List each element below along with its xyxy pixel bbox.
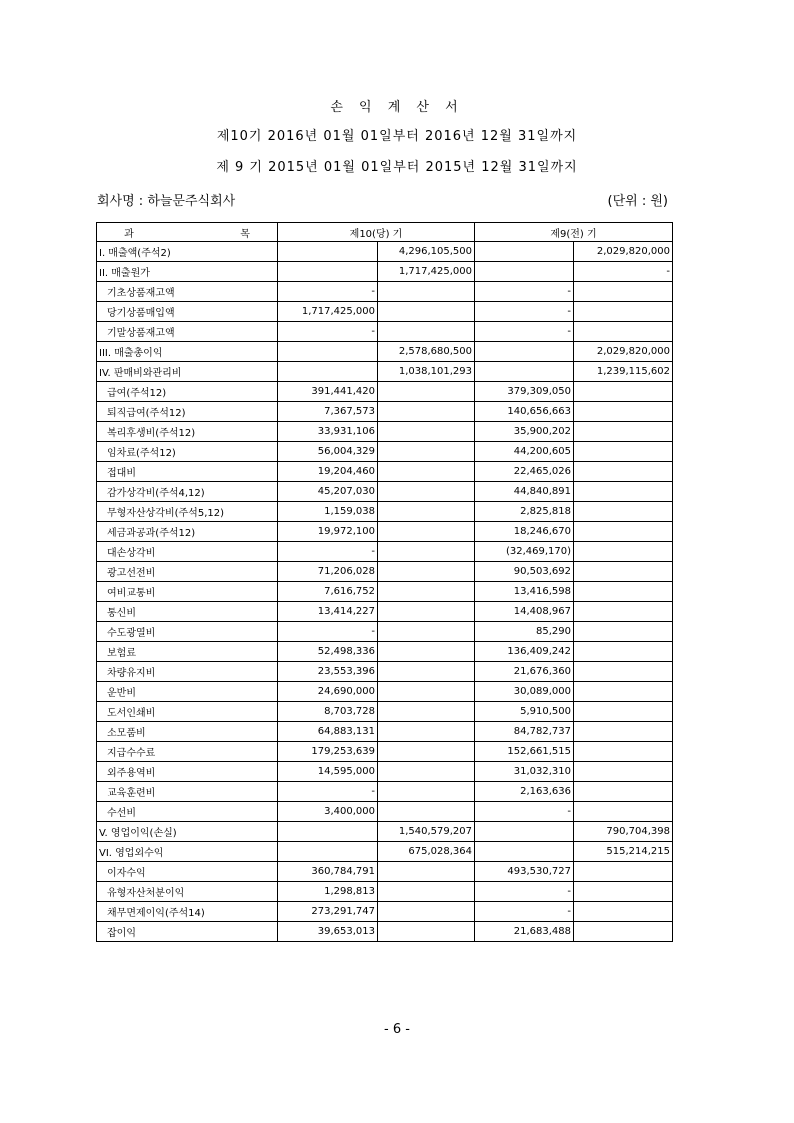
prior-detail-amount: -: [475, 322, 574, 342]
table-row: [97, 262, 673, 282]
prior-total-amount: [574, 602, 673, 622]
current-total-amount: [378, 862, 475, 882]
current-detail-amount: 56,004,329: [278, 442, 378, 462]
current-total-amount: 675,028,364: [378, 842, 475, 862]
current-total-amount: [378, 582, 475, 602]
current-detail-amount: -: [278, 542, 378, 562]
table-row: [97, 482, 673, 502]
prior-detail-amount: 152,661,515: [475, 742, 574, 762]
current-detail-amount: 14,595,000: [278, 762, 378, 782]
table-row: [97, 802, 673, 822]
current-detail-amount: -: [278, 322, 378, 342]
prior-detail-amount: 136,409,242: [475, 642, 574, 662]
current-detail-amount: [278, 822, 378, 842]
prior-detail-amount: [475, 842, 574, 862]
row-label: 세금과공과(주석12): [97, 522, 278, 542]
row-label: 운반비: [97, 682, 278, 702]
prior-total-amount: [574, 622, 673, 642]
header-prior: 제9(전) 기: [475, 223, 673, 242]
prior-total-amount: [574, 422, 673, 442]
table-row: [97, 302, 673, 322]
current-detail-amount: -: [278, 622, 378, 642]
table-row: [97, 382, 673, 402]
statement-title: 손 익 계 산 서: [330, 100, 464, 115]
row-label: 잡이익: [97, 922, 278, 942]
row-label: II. 매출원가: [97, 262, 278, 282]
current-detail-amount: 39,653,013: [278, 922, 378, 942]
prior-total-amount: [574, 582, 673, 602]
row-label: I. 매출액(주석2): [97, 242, 278, 262]
prior-total-amount: 2,029,820,000: [574, 342, 673, 362]
table-row: [97, 742, 673, 762]
current-total-amount: [378, 882, 475, 902]
prior-detail-amount: [475, 362, 574, 382]
row-label: 수도광열비: [97, 622, 278, 642]
current-detail-amount: 24,690,000: [278, 682, 378, 702]
prior-detail-amount: -: [475, 882, 574, 902]
current-detail-amount: 7,367,573: [278, 402, 378, 422]
prior-detail-amount: -: [475, 802, 574, 822]
prior-total-amount: [574, 502, 673, 522]
table-row: [97, 282, 673, 302]
prior-detail-amount: -: [475, 302, 574, 322]
row-label: 이자수익: [97, 862, 278, 882]
table-row: [97, 362, 673, 382]
prior-total-amount: [574, 662, 673, 682]
row-label: 광고선전비: [97, 562, 278, 582]
prior-detail-amount: -: [475, 282, 574, 302]
current-detail-amount: 391,441,420: [278, 382, 378, 402]
prior-total-amount: [574, 922, 673, 942]
current-total-amount: [378, 422, 475, 442]
current-detail-amount: 8,703,728: [278, 702, 378, 722]
current-detail-amount: [278, 242, 378, 262]
row-label: 급여(주석12): [97, 382, 278, 402]
row-label: IV. 판매비와관리비: [97, 362, 278, 382]
prior-detail-amount: [475, 262, 574, 282]
current-detail-amount: 52,498,336: [278, 642, 378, 662]
prior-total-amount: [574, 862, 673, 882]
current-total-amount: 1,038,101,293: [378, 362, 475, 382]
row-label: V. 영업이익(손실): [97, 822, 278, 842]
prior-total-amount: [574, 322, 673, 342]
table-row: [97, 922, 673, 942]
header-subject-b: 목: [240, 228, 250, 240]
table-row: [97, 822, 673, 842]
row-label: 퇴직급여(주석12): [97, 402, 278, 422]
prior-total-amount: [574, 902, 673, 922]
prior-total-amount: 515,214,215: [574, 842, 673, 862]
table-row: [97, 402, 673, 422]
prior-total-amount: -: [574, 262, 673, 282]
table-row: [97, 662, 673, 682]
table-row: [97, 842, 673, 862]
current-detail-amount: 3,400,000: [278, 802, 378, 822]
prior-detail-amount: -: [475, 902, 574, 922]
prior-detail-amount: [475, 342, 574, 362]
prior-detail-amount: 85,290: [475, 622, 574, 642]
row-label: III. 매출총이익: [97, 342, 278, 362]
row-label: 복리후생비(주석12): [97, 422, 278, 442]
row-label: 무형자산상각비(주석5,12): [97, 502, 278, 522]
prior-total-amount: [574, 282, 673, 302]
prior-total-amount: [574, 542, 673, 562]
current-total-amount: 1,540,579,207: [378, 822, 475, 842]
prior-total-amount: [574, 882, 673, 902]
row-label: 차량유지비: [97, 662, 278, 682]
row-label: 기초상품재고액: [97, 282, 278, 302]
current-total-amount: [378, 562, 475, 582]
prior-detail-amount: 21,683,488: [475, 922, 574, 942]
prior-detail-amount: 2,163,636: [475, 782, 574, 802]
table-row: [97, 642, 673, 662]
current-total-amount: [378, 782, 475, 802]
prior-detail-amount: 379,309,050: [475, 382, 574, 402]
row-label: 수선비: [97, 802, 278, 822]
current-total-amount: [378, 802, 475, 822]
prior-detail-amount: 30,089,000: [475, 682, 574, 702]
current-detail-amount: 23,553,396: [278, 662, 378, 682]
current-total-amount: [378, 762, 475, 782]
current-detail-amount: 33,931,106: [278, 422, 378, 442]
period-prior: 제 9 기 2015년 01월 01일부터 2015년 12월 31일까지: [216, 160, 578, 175]
current-total-amount: [378, 402, 475, 422]
row-label: 통신비: [97, 602, 278, 622]
table-row: [97, 322, 673, 342]
row-label: 여비교통비: [97, 582, 278, 602]
table-row: [97, 462, 673, 482]
current-total-amount: [378, 322, 475, 342]
row-label: 채무면제이익(주석14): [97, 902, 278, 922]
prior-detail-amount: 140,656,663: [475, 402, 574, 422]
current-total-amount: [378, 502, 475, 522]
current-total-amount: [378, 702, 475, 722]
row-label: 보험료: [97, 642, 278, 662]
current-total-amount: [378, 742, 475, 762]
row-label: 기말상품재고액: [97, 322, 278, 342]
table-row: [97, 502, 673, 522]
table-row: [97, 762, 673, 782]
current-total-amount: [378, 542, 475, 562]
prior-total-amount: [574, 762, 673, 782]
row-label: 대손상각비: [97, 542, 278, 562]
current-total-amount: [378, 462, 475, 482]
current-detail-amount: 19,204,460: [278, 462, 378, 482]
current-detail-amount: 360,784,791: [278, 862, 378, 882]
prior-total-amount: 2,029,820,000: [574, 242, 673, 262]
prior-detail-amount: 44,840,891: [475, 482, 574, 502]
current-total-amount: [378, 282, 475, 302]
table-row: [97, 242, 673, 262]
table-row: [97, 902, 673, 922]
table-row: [97, 542, 673, 562]
table-row: [97, 442, 673, 462]
current-total-amount: 4,296,105,500: [378, 242, 475, 262]
current-detail-amount: 273,291,747: [278, 902, 378, 922]
prior-detail-amount: (32,469,170): [475, 542, 574, 562]
table-row: [97, 602, 673, 622]
row-label: 당기상품매입액: [97, 302, 278, 322]
table-row: [97, 522, 673, 542]
row-label: 접대비: [97, 462, 278, 482]
prior-total-amount: [574, 382, 673, 402]
prior-total-amount: [574, 482, 673, 502]
prior-total-amount: [574, 742, 673, 762]
current-detail-amount: [278, 362, 378, 382]
current-detail-amount: -: [278, 282, 378, 302]
prior-total-amount: [574, 682, 673, 702]
current-total-amount: [378, 442, 475, 462]
current-detail-amount: [278, 342, 378, 362]
current-detail-amount: 1,717,425,000: [278, 302, 378, 322]
prior-detail-amount: [475, 822, 574, 842]
prior-total-amount: [574, 782, 673, 802]
current-total-amount: 1,717,425,000: [378, 262, 475, 282]
prior-total-amount: [574, 702, 673, 722]
prior-total-amount: [574, 722, 673, 742]
table-row: [97, 422, 673, 442]
current-total-amount: [378, 642, 475, 662]
current-total-amount: [378, 382, 475, 402]
header-subject: [97, 223, 278, 242]
row-label: 교육훈련비: [97, 782, 278, 802]
current-total-amount: [378, 302, 475, 322]
table-row: [97, 862, 673, 882]
current-detail-amount: [278, 842, 378, 862]
income-statement-table: [96, 222, 673, 942]
table-row: [97, 682, 673, 702]
current-total-amount: [378, 482, 475, 502]
row-label: 지급수수료: [97, 742, 278, 762]
current-total-amount: 2,578,680,500: [378, 342, 475, 362]
prior-detail-amount: 13,416,598: [475, 582, 574, 602]
prior-total-amount: 1,239,115,602: [574, 362, 673, 382]
prior-total-amount: [574, 302, 673, 322]
prior-total-amount: [574, 562, 673, 582]
row-label: 임차료(주석12): [97, 442, 278, 462]
row-label: 감가상각비(주석4,12): [97, 482, 278, 502]
table-header-row: [97, 223, 673, 242]
prior-detail-amount: 493,530,727: [475, 862, 574, 882]
row-label: 도서인쇄비: [97, 702, 278, 722]
table-row: [97, 702, 673, 722]
current-detail-amount: 1,298,813: [278, 882, 378, 902]
prior-detail-amount: 31,032,310: [475, 762, 574, 782]
current-total-amount: [378, 922, 475, 942]
page-number: - 6 -: [384, 1022, 410, 1037]
company-name: 회사명 : 하늘문주식회사: [97, 194, 236, 209]
row-label: VI. 영업외수익: [97, 842, 278, 862]
prior-detail-amount: 21,676,360: [475, 662, 574, 682]
current-detail-amount: 71,206,028: [278, 562, 378, 582]
prior-detail-amount: 35,900,202: [475, 422, 574, 442]
current-total-amount: [378, 522, 475, 542]
prior-detail-amount: 2,825,818: [475, 502, 574, 522]
table-row: [97, 582, 673, 602]
prior-detail-amount: 18,246,670: [475, 522, 574, 542]
prior-detail-amount: 22,465,026: [475, 462, 574, 482]
current-detail-amount: 7,616,752: [278, 582, 378, 602]
prior-total-amount: [574, 522, 673, 542]
current-total-amount: [378, 622, 475, 642]
period-current: 제10기 2016년 01월 01일부터 2016년 12월 31일까지: [216, 129, 578, 144]
current-detail-amount: 45,207,030: [278, 482, 378, 502]
table-row: [97, 882, 673, 902]
table-row: [97, 622, 673, 642]
unit-label: (단위 : 원): [607, 194, 668, 209]
current-detail-amount: 19,972,100: [278, 522, 378, 542]
table-row: [97, 722, 673, 742]
header-subject-a: 과: [124, 228, 134, 240]
current-detail-amount: 179,253,639: [278, 742, 378, 762]
current-total-amount: [378, 662, 475, 682]
current-total-amount: [378, 682, 475, 702]
current-detail-amount: -: [278, 782, 378, 802]
prior-total-amount: [574, 462, 673, 482]
prior-detail-amount: 84,782,737: [475, 722, 574, 742]
prior-total-amount: [574, 442, 673, 462]
row-label: 유형자산처분이익: [97, 882, 278, 902]
table-row: [97, 342, 673, 362]
prior-detail-amount: 5,910,500: [475, 702, 574, 722]
table-row: [97, 782, 673, 802]
current-detail-amount: [278, 262, 378, 282]
prior-total-amount: [574, 402, 673, 422]
current-total-amount: [378, 902, 475, 922]
table-row: [97, 562, 673, 582]
current-detail-amount: 1,159,038: [278, 502, 378, 522]
current-total-amount: [378, 722, 475, 742]
prior-total-amount: [574, 802, 673, 822]
row-label: 소모품비: [97, 722, 278, 742]
prior-total-amount: [574, 642, 673, 662]
prior-total-amount: 790,704,398: [574, 822, 673, 842]
current-detail-amount: 64,883,131: [278, 722, 378, 742]
prior-detail-amount: 44,200,605: [475, 442, 574, 462]
prior-detail-amount: 14,408,967: [475, 602, 574, 622]
row-label: 외주용역비: [97, 762, 278, 782]
prior-detail-amount: 90,503,692: [475, 562, 574, 582]
current-detail-amount: 13,414,227: [278, 602, 378, 622]
header-current: 제10(당) 기: [278, 223, 475, 242]
current-total-amount: [378, 602, 475, 622]
prior-detail-amount: [475, 242, 574, 262]
